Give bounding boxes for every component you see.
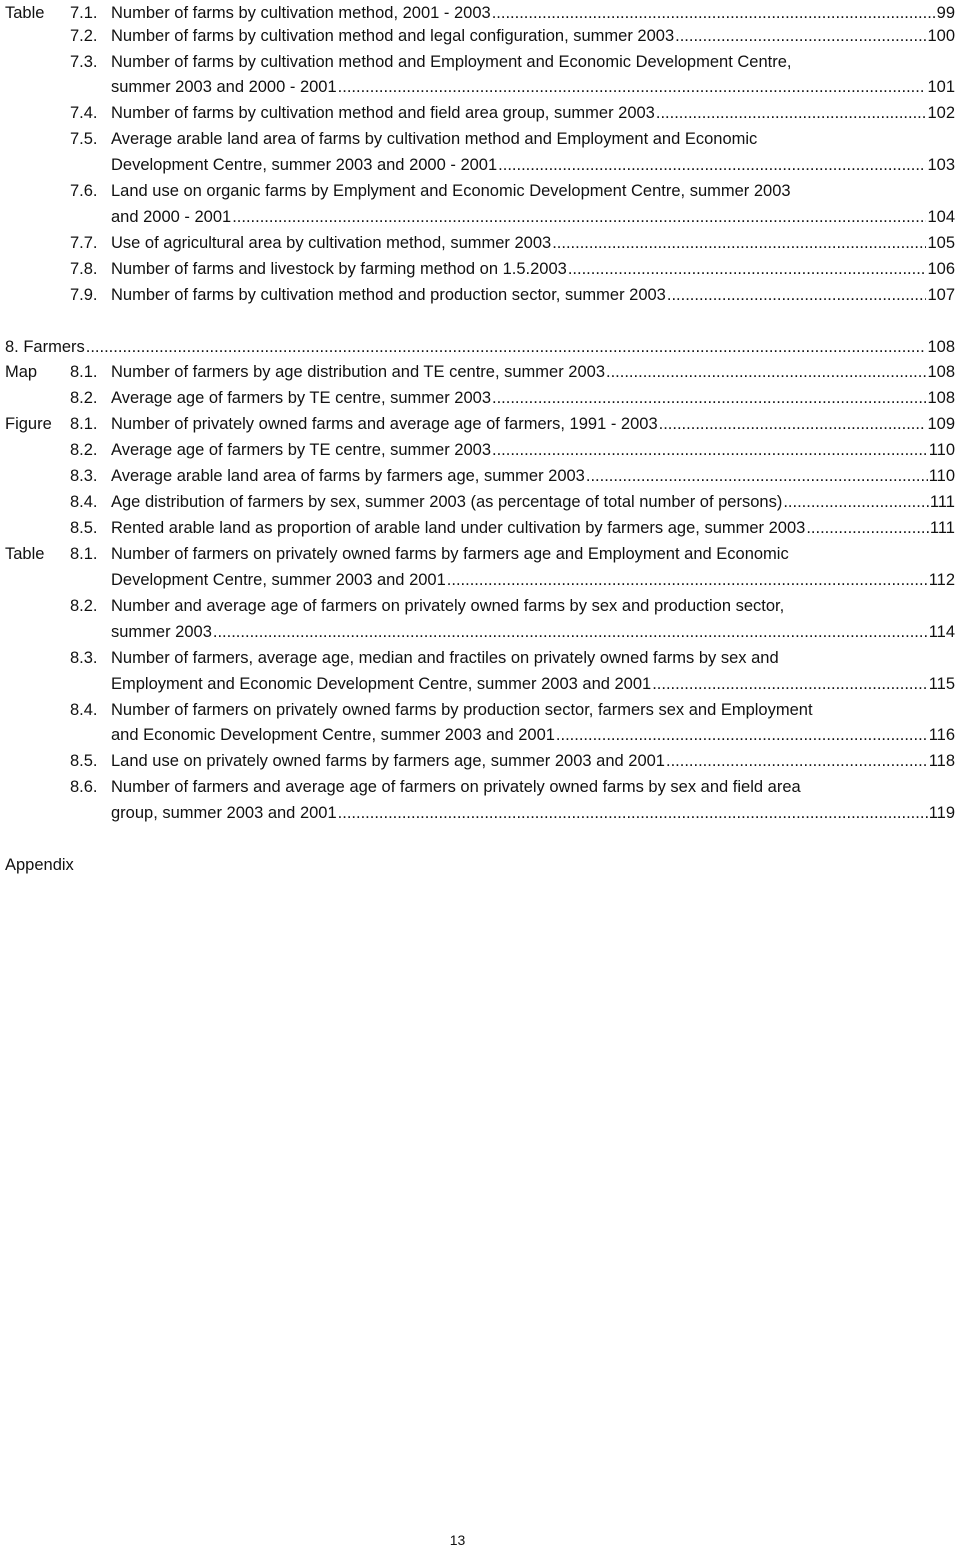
toc-page-number: 110 xyxy=(928,467,955,485)
toc-row xyxy=(0,74,960,100)
toc-entry-number: 8.3. xyxy=(70,649,98,667)
toc-entry-number: 7.4. xyxy=(70,104,98,122)
toc-row xyxy=(0,126,960,152)
toc-entry-number: 7.9. xyxy=(70,286,98,304)
toc-page-number: 110 xyxy=(928,441,955,459)
toc-entry-number: 7.7. xyxy=(70,234,98,252)
toc-entry-link[interactable] xyxy=(111,359,955,385)
toc-row xyxy=(0,541,960,567)
dot-leader xyxy=(213,619,928,645)
toc-row xyxy=(0,671,960,697)
toc-entry-link[interactable] xyxy=(111,230,955,256)
toc-entry-link[interactable] xyxy=(111,671,955,697)
toc-chapter-row xyxy=(0,334,960,360)
toc-entry-title: Number of farms and livestock by farming method on 1.5.2003 xyxy=(111,260,567,278)
dot-leader xyxy=(498,152,926,178)
toc-entry-title: Average age of farmers by TE centre, summer 2003 xyxy=(111,441,491,459)
toc-entry-title: Employment and Economic Development Centre, summer 2003 and 2001 xyxy=(111,675,652,693)
dot-leader xyxy=(659,411,927,437)
toc-entry-link[interactable] xyxy=(111,722,955,748)
toc-entry-title: Number of farms by cultivation method and production sector, summer 2003 xyxy=(111,286,666,304)
toc-row xyxy=(0,852,960,878)
toc-row xyxy=(0,437,960,463)
toc-category: Table xyxy=(5,545,45,563)
dot-leader xyxy=(492,437,928,463)
toc-entry-title: Number of farms by cultivation method, 2001 - 2003 xyxy=(111,4,491,22)
toc-category: Table xyxy=(5,4,45,22)
toc-row xyxy=(0,411,960,437)
dot-leader xyxy=(447,567,928,593)
toc-page-number: 111 xyxy=(929,493,955,511)
toc-entry-title: summer 2003 xyxy=(111,623,212,641)
toc-row xyxy=(0,178,960,204)
toc-entry-number: 8.4. xyxy=(70,701,98,719)
toc-entry-number: 8.2. xyxy=(70,597,98,615)
toc-entry-number: 7.1. xyxy=(70,4,98,22)
toc-entry-number: 8.5. xyxy=(70,752,98,770)
toc-page-number: 118 xyxy=(928,752,955,770)
toc-entry-link[interactable] xyxy=(111,619,955,645)
toc-entry-link[interactable] xyxy=(5,334,955,360)
toc-entry-number: 8.4. xyxy=(70,493,98,511)
toc-entry-title[interactable]: Number and average age of farmers on privately owned farms by sex and production sector, xyxy=(111,597,785,615)
toc-page-number: 99 xyxy=(936,4,955,22)
dot-leader xyxy=(556,722,928,748)
toc-page-number: 119 xyxy=(928,804,955,822)
toc-entry-link[interactable] xyxy=(111,204,955,230)
toc-entry-title[interactable]: Number of farmers and average age of farmers on privately owned farms by sex and field area xyxy=(111,778,801,796)
dot-leader xyxy=(667,282,927,308)
toc-entry-link[interactable] xyxy=(111,411,955,437)
toc-entry-title[interactable]: Land use on organic farms by Emplyment and Economic Development Centre, summer 2003 xyxy=(111,182,791,200)
toc-row xyxy=(0,748,960,774)
toc-page-number: 105 xyxy=(927,234,955,252)
toc-row xyxy=(0,567,960,593)
toc-entry-title[interactable]: Number of farms by cultivation method and Employment and Economic Development Centre, xyxy=(111,53,792,71)
toc-entry-number: 8.2. xyxy=(70,389,98,407)
dot-leader xyxy=(338,800,928,826)
page-number: 13 xyxy=(449,1532,466,1548)
toc-category: Appendix xyxy=(5,856,74,874)
dot-leader xyxy=(652,671,927,697)
toc-entry-title: summer 2003 and 2000 - 2001 xyxy=(111,78,337,96)
toc-entry-number: 7.2. xyxy=(70,27,98,45)
toc-entry-link[interactable] xyxy=(111,256,955,282)
toc-row xyxy=(0,800,960,826)
toc-row xyxy=(0,256,960,282)
toc-page-number: 108 xyxy=(927,338,955,356)
toc-row xyxy=(0,152,960,178)
toc-entry-title: group, summer 2003 and 2001 xyxy=(111,804,337,822)
toc-entry-number: 8.3. xyxy=(70,467,98,485)
toc-chapter-title: 8. Farmers xyxy=(5,338,85,356)
toc-entry-number: 8.2. xyxy=(70,441,98,459)
toc-entry-number: 7.3. xyxy=(70,53,98,71)
toc-row xyxy=(0,282,960,308)
dot-leader xyxy=(783,489,929,515)
toc-row xyxy=(0,774,960,800)
toc-page-number: 112 xyxy=(928,571,955,589)
toc-entry-link[interactable] xyxy=(111,23,955,49)
toc-entry-link[interactable] xyxy=(111,282,955,308)
toc-entry-number: 8.6. xyxy=(70,778,98,796)
dot-leader xyxy=(806,515,929,541)
toc-row xyxy=(0,722,960,748)
toc-entry-number: 7.5. xyxy=(70,130,98,148)
toc-row xyxy=(0,49,960,75)
toc-entry-title: and 2000 - 2001 xyxy=(111,208,232,226)
toc-entry-title: Age distribution of farmers by sex, summer 2003 (as percentage of total number of persons) xyxy=(111,493,783,511)
toc-entry-title: Number of farms by cultivation method and field area group, summer 2003 xyxy=(111,104,655,122)
toc-entry-number: 8.5. xyxy=(70,519,98,537)
dot-leader xyxy=(586,463,928,489)
toc-entry-link[interactable] xyxy=(111,515,955,541)
toc-entry-title: Land use on privately owned farms by farmers age, summer 2003 and 2001 xyxy=(111,752,665,770)
dot-leader xyxy=(568,256,927,282)
toc-row xyxy=(0,204,960,230)
toc-page-number: 106 xyxy=(927,260,955,278)
toc-page-number: 103 xyxy=(927,156,955,174)
toc-entry-title: and Economic Development Centre, summer 2003 and 2001 xyxy=(111,726,555,744)
dot-leader xyxy=(492,385,926,411)
toc-entry-link[interactable] xyxy=(111,437,955,463)
toc-category: Map xyxy=(5,363,38,381)
toc-entry-title: Rented arable land as proportion of arable land under cultivation by farmers age, summer 2003 xyxy=(111,519,806,537)
toc-entry-link[interactable] xyxy=(111,567,955,593)
dot-leader xyxy=(338,74,927,100)
toc-entry-number: 8.1. xyxy=(70,415,98,433)
toc-entry-link[interactable] xyxy=(111,152,955,178)
toc-row xyxy=(0,515,960,541)
dot-leader xyxy=(552,230,926,256)
toc-entry-title[interactable]: Number of farmers, average age, median and fractiles on privately owned farms by sex and xyxy=(111,649,779,667)
toc-page-number: 108 xyxy=(927,363,955,381)
toc-entry-link[interactable] xyxy=(111,489,955,515)
toc-row xyxy=(0,230,960,256)
toc-entry-title: Average arable land area of farms by farmers age, summer 2003 xyxy=(111,467,585,485)
toc-page-number: 102 xyxy=(927,104,955,122)
toc-entry-title: Development Centre, summer 2003 and 2000 - 2001 xyxy=(111,156,498,174)
toc-page-number: 111 xyxy=(929,519,955,537)
toc-entry-title: Number of farmers by age distribution and TE centre, summer 2003 xyxy=(111,363,606,381)
toc-row xyxy=(0,697,960,723)
dot-leader xyxy=(606,359,926,385)
toc-page-number: 115 xyxy=(928,675,955,693)
toc-row xyxy=(0,619,960,645)
toc-entry-number: 7.6. xyxy=(70,182,98,200)
toc-entry-title: Average age of farmers by TE centre, summer 2003 xyxy=(111,389,491,407)
toc-entry-title: Use of agricultural area by cultivation method, summer 2003 xyxy=(111,234,552,252)
toc-entry-number: 7.8. xyxy=(70,260,98,278)
toc-entry-link[interactable] xyxy=(111,748,955,774)
toc-row xyxy=(0,489,960,515)
toc-row xyxy=(0,23,960,49)
toc-entry-link[interactable] xyxy=(111,385,955,411)
toc-page-number: 114 xyxy=(928,623,955,641)
toc-page-number: 109 xyxy=(927,415,955,433)
toc-entry-title[interactable]: Number of farmers on privately owned farms by farmers age and Employment and Economic xyxy=(111,545,789,563)
toc-row xyxy=(0,593,960,619)
dot-leader xyxy=(675,23,926,49)
toc-entry-link[interactable] xyxy=(111,100,955,126)
toc-entry-number: 8.1. xyxy=(70,363,98,381)
toc-entry-title: Number of privately owned farms and average age of farmers, 1991 - 2003 xyxy=(111,415,658,433)
toc-row xyxy=(0,100,960,126)
dot-leader xyxy=(666,748,928,774)
toc-page-number: 107 xyxy=(927,286,955,304)
toc-row xyxy=(0,359,960,385)
toc-entry-link[interactable] xyxy=(111,463,955,489)
toc-entry-link[interactable] xyxy=(111,800,955,826)
toc-page-number: 116 xyxy=(928,726,955,744)
toc-row xyxy=(0,645,960,671)
toc-entry-title[interactable]: Average arable land area of farms by cultivation method and Employment and Economic xyxy=(111,130,758,148)
toc-entry-title: Development Centre, summer 2003 and 2001 xyxy=(111,571,446,589)
toc-entry-title: Number of farms by cultivation method and legal configuration, summer 2003 xyxy=(111,27,675,45)
toc-category: Figure xyxy=(5,415,52,433)
toc-entry-number: 8.1. xyxy=(70,545,98,563)
dot-leader xyxy=(232,204,926,230)
toc-page-number: 104 xyxy=(927,208,955,226)
toc-entry-link[interactable] xyxy=(111,74,955,100)
toc-page-number: 100 xyxy=(927,27,955,45)
toc-row xyxy=(0,385,960,411)
toc-row xyxy=(0,463,960,489)
toc-entry-title[interactable]: Number of farmers on privately owned farms by production sector, farmers sex and Employment xyxy=(111,701,813,719)
toc-page-number: 101 xyxy=(927,78,955,96)
dot-leader xyxy=(86,334,927,360)
toc-page-number: 108 xyxy=(927,389,955,407)
dot-leader xyxy=(656,100,927,126)
